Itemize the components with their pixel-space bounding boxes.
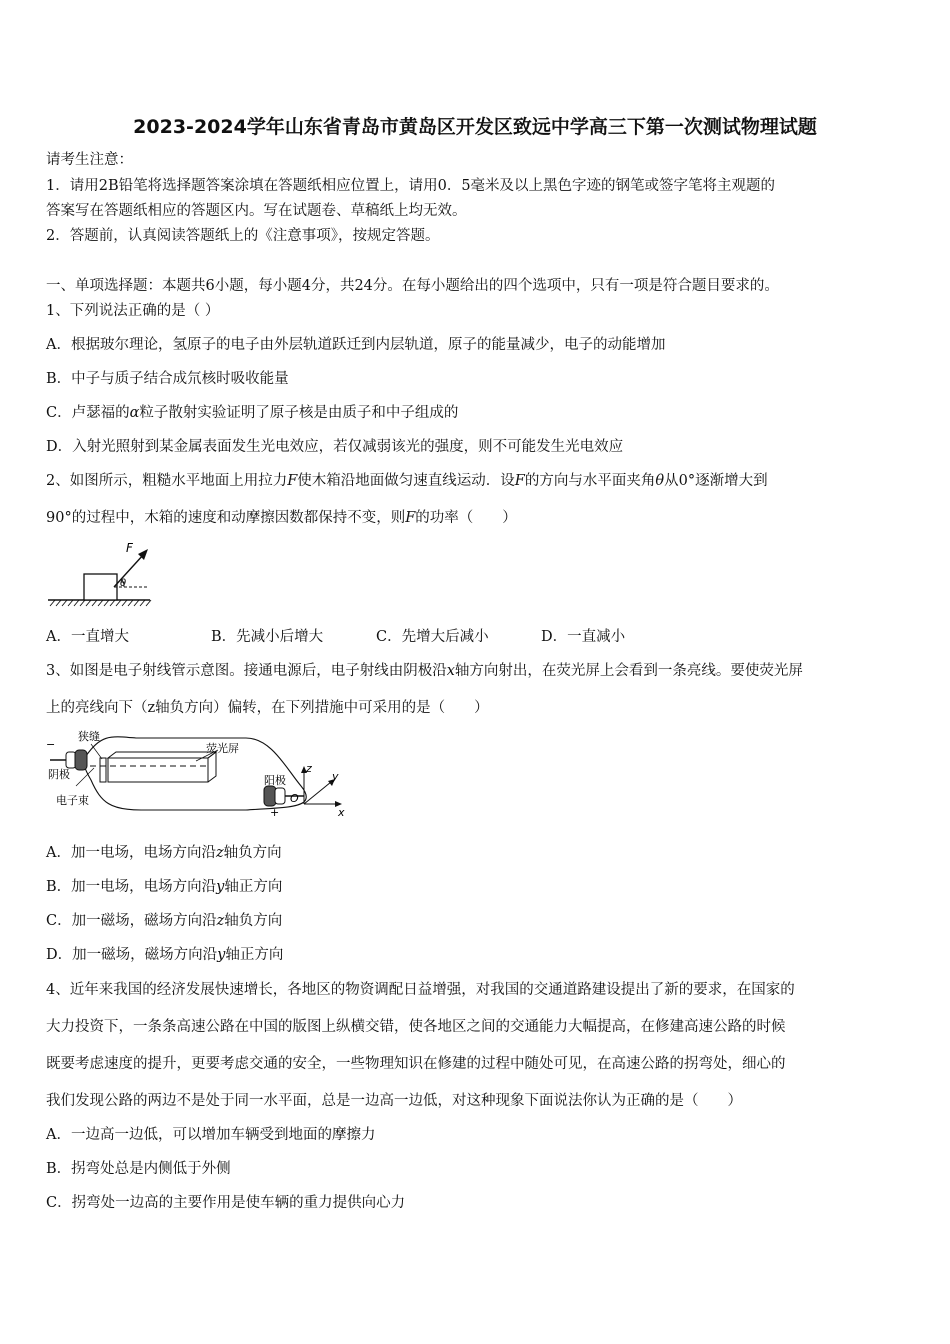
q3-option-c [46,911,282,931]
q4-stem-line-4: 我们发现公路的两边不是处于同一水平面，总是一边高一边低，对这种现象下面说法你认为正确的是（ ） [46,1093,742,1109]
fig-beam-label: 电子束 [56,794,89,807]
q3-option-c-pre: C．加一磁场，磁场方向沿 [46,913,217,929]
x-axis-symbol: x [446,663,455,679]
q3-option-c-axis: z [216,913,225,929]
notice-line-1a: 1．请用2B铅笔将选择题答案涂填在答题纸相应位置上，请用0．5毫米及以上黑色字迹的钢笔或签字笔将主观题的 [46,178,776,194]
q4-stem-line-2: 大力投资下，一条条高速公路在中国的版图上纵横交错，使各地区之间的交通能力大幅提高，在修建高速公路的时候 [46,1019,786,1035]
q1-option-b: B．中子与质子结合成氘核时吸收能量 [46,371,289,387]
q3-crt-figure [46,728,356,818]
beam-leader [76,768,94,786]
q1-option-c-pre: C．卢瑟福的 [46,405,130,421]
q2-stem-1-pre: 2、如图所示，粗糙水平地面上用拉力 [46,473,288,489]
q2-box-figure [46,540,156,610]
ground-hatching [50,600,151,606]
q3-option-a-axis: z [215,845,224,861]
exam-title: 2023-2024学年山东省青岛市黄岛区开发区致远中学高三下第一次测试物理试题 [133,116,817,138]
alpha-symbol: α [129,405,140,421]
q4-stem-line-1: 4、近年来我国的经济发展快速增长，各地区的物资调配日益增强，对我国的交通道路建设提出了新的要求，在国家的 [46,982,795,998]
fig-screen-label: 荧光屏 [206,742,239,755]
q2-stem-1-post: 从0°逐渐增大到 [664,473,768,489]
q4-option-c: C．拐弯处一边高的主要作用是使车辆的重力提供向心力 [46,1195,406,1211]
q1-option-c [46,403,458,423]
q2-stem-1-mid: 使木箱沿地面做匀速直线运动．设 [297,473,515,489]
q3-stem-1-post: 轴方向射出，在荧光屏上会看到一条亮线。要使荧光屏 [454,663,803,679]
fig-anode-label: 阳极 [264,774,286,787]
q2-option-c: C．先增大后减小 [376,629,489,645]
section-heading: 一、单项选择题：本题共6小题，每小题4分，共24分。在每小题给出的四个选项中，只有一项是符合题目要求的。 [46,278,779,294]
fig-x-label: x [338,806,345,819]
q4-option-a: A．一边高一边低，可以增加车辆受到地面的摩擦力 [46,1127,376,1143]
force-symbol: F [287,473,298,489]
notice-heading: 请考生注意： [46,152,133,168]
fig-cathode-label: 阴极 [48,768,70,781]
q3-stem-1-pre: 3、如图是电子射线管示意图。接通电源后，电子射线由阴极沿 [46,663,447,679]
force-arrow-line [114,554,144,587]
q3-stem-line-1 [46,661,803,681]
q3-option-b-pre: B．加一电场，电场方向沿 [46,879,217,895]
q3-option-a-pre: A．加一电场，电场方向沿 [46,845,216,861]
fig-theta-label: θ [120,578,127,589]
fig-minus-label: − [46,738,56,751]
q3-option-b [46,877,282,897]
notice-line-2: 2．答题前，认真阅读答题纸上的《注意事项》，按规定答题。 [46,228,440,244]
fig-z-label: z [306,762,312,775]
q4-stem-line-3: 既要考虑速度的提升，更要考虑交通的安全，一些物理知识在修建的过程中随处可见，在高速公路的拐弯处，细心的 [46,1056,786,1072]
q2-option-d: D．一直减小 [541,629,626,645]
q2-stem-line-2 [46,508,517,528]
slit-leader [91,744,102,759]
q3-option-a-post: 轴负方向 [223,845,282,861]
q2-stem-2-post: 的功率（ ） [415,510,517,526]
q2-option-b: B．先减小后增大 [211,629,324,645]
wooden-box [84,574,117,600]
slit-plate [100,758,106,782]
q4-option-b: B．拐弯处总是内侧低于外侧 [46,1161,231,1177]
q3-option-c-post: 轴负方向 [224,913,283,929]
q3-stem-line-2: 上的亮线向下（z轴负方向）偏转，在下列措施中可采用的是（ ） [46,700,489,716]
force-symbol-2: F [514,473,525,489]
q2-options [46,627,625,647]
q2-option-a: A．一直增大 [46,629,129,645]
q1-option-c-post: 粒子散射实验证明了原子核是由质子和中子组成的 [139,405,459,421]
fig-y-label: y [332,770,339,783]
q2-stem-line-1 [46,471,768,491]
notice-line-1b: 答案写在答题纸相应的答题区内。写在试题卷、草稿纸上均无效。 [46,203,467,219]
q3-option-d-axis: y [217,947,226,963]
q1-option-d: D．入射光照射到某金属表面发生光电效应，若仅减弱该光的强度，则不可能发生光电效应 [46,439,624,455]
force-symbol-3: F [405,510,416,526]
q2-stem-1-mid2: 的方向与水平面夹角 [524,473,656,489]
q2-stem-2-pre: 90°的过程中，木箱的速度和动摩擦因数都保持不变，则 [46,510,406,526]
fig-plus-label: + [270,806,280,819]
fig-force-label: F [126,541,133,555]
q3-option-a [46,843,282,863]
screen-box [108,752,216,782]
cathode-electrode [50,750,87,770]
fig-slit-label: 狭缝 [78,730,100,743]
q3-option-d [46,945,283,965]
q3-option-b-post: 轴正方向 [224,879,283,895]
theta-symbol: θ [655,473,665,489]
q1-option-a: A．根据玻尔理论，氢原子的电子由外层轨道跃迁到内层轨道，原子的能量减少，电子的动能增加 [46,337,666,353]
fig-origin-label: O [290,792,299,805]
q3-option-d-post: 轴正方向 [225,947,284,963]
q1-stem: 1、下列说法正确的是（ ） [46,303,220,319]
q3-option-d-pre: D．加一磁场，磁场方向沿 [46,947,218,963]
q3-option-b-axis: y [216,879,225,895]
